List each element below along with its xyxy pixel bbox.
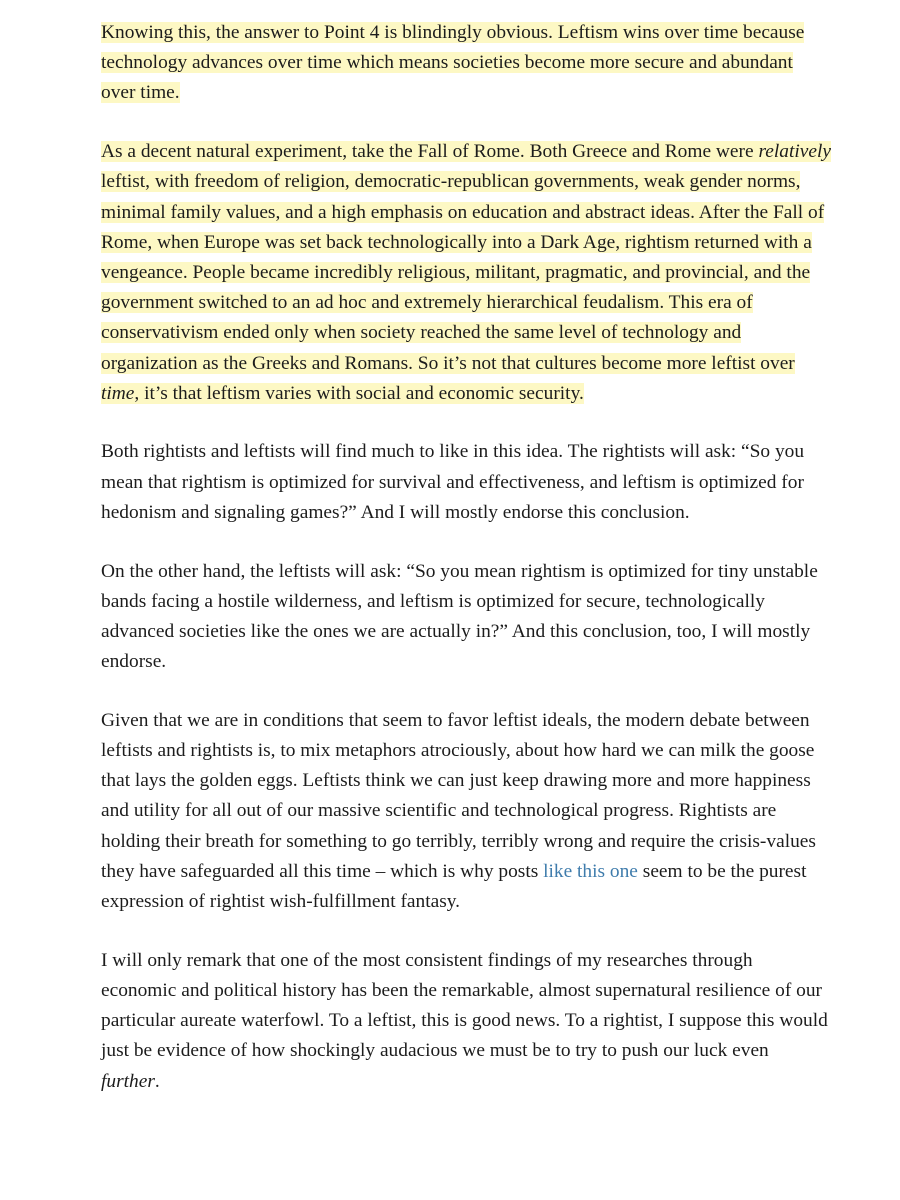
text-run: leftist, with freedom of religion, democratic-republican governments, weak gender norms, minimal family values, and a high emphasis on education and abstract ideas. After the Fall of Rome, when Europe was set back technologically into a Dark Age, rightism returned with a vengeance. People became incredibly religious, militant, pragmatic, and provincial, and the government switched to an ad hoc and extremely hierarchical feudalism. This era of conservativism ended only when society reached the same level of technology and organization as the Greeks and Romans. So it’s not that cultures become more leftist over — [101, 171, 825, 374]
text-run: I will only remark that one of the most consistent findings of my researches through economic and political history has been the remarkable, almost supernatural resilience of our particular aureate waterfowl. To a leftist, this is good news. To a rightist, I suppose this would just be evidence of how shockingly audacious we must be to try to push our luck even — [101, 949, 828, 1062]
paragraph-6 — [101, 946, 831, 1097]
emphasis-further: further — [101, 1070, 155, 1092]
text-run: Given that we are in conditions that seem to favor leftist ideals, the modern debate between leftists and rightists is, to mix metaphors atrociously, about how hard we can milk the goose that lays the golden eggs. Leftists think we can just keep drawing more and more happiness and utility for all out of our massive scientific and technological progress. Rightists are holding their breath for something to go terribly, terribly wrong and require the crisis-values they have safeguarded all this time – which is why posts — [101, 709, 816, 882]
text-run: seem to be the purest expression of rightist wish-fulfillment fantasy. — [101, 860, 807, 913]
paragraph-3: Both rightists and leftists will find much to like in this idea. The rightists will ask: “So you mean that rightism is optimized for survival and effectiveness, and leftism is optimized for hedonism and signaling games?” And I will mostly endorse this conclusion. — [101, 441, 805, 523]
emphasis-time: time — [101, 382, 135, 404]
text-run: . — [154, 1070, 160, 1092]
highlighted-text — [101, 141, 831, 404]
text-run: As a decent natural experiment, take the Fall of Rome. Both Greece and Rome were — [101, 141, 759, 163]
text-run: , it’s that leftism varies with social and economic security. — [134, 382, 584, 404]
paragraph-4: On the other hand, the leftists will ask: “So you mean rightism is optimized for tiny unstable bands facing a hostile wilderness, and leftism is optimized for secure, technologically advanced societies like the ones we are actually in?” And this conclusion, too, I will mostly endorse. — [101, 560, 818, 673]
highlighted-text: Knowing this, the answer to Point 4 is blindingly obvious. Leftism wins over time because technology advances over time which means societies become more secure and abundant over time. — [101, 22, 805, 104]
inline-link[interactable]: like this one — [543, 860, 638, 882]
paragraph-1 — [101, 18, 831, 109]
article-body — [101, 18, 831, 1125]
paragraph-5 — [101, 706, 831, 917]
paragraph-2 — [101, 137, 831, 409]
emphasis-relatively: relatively — [758, 141, 831, 163]
